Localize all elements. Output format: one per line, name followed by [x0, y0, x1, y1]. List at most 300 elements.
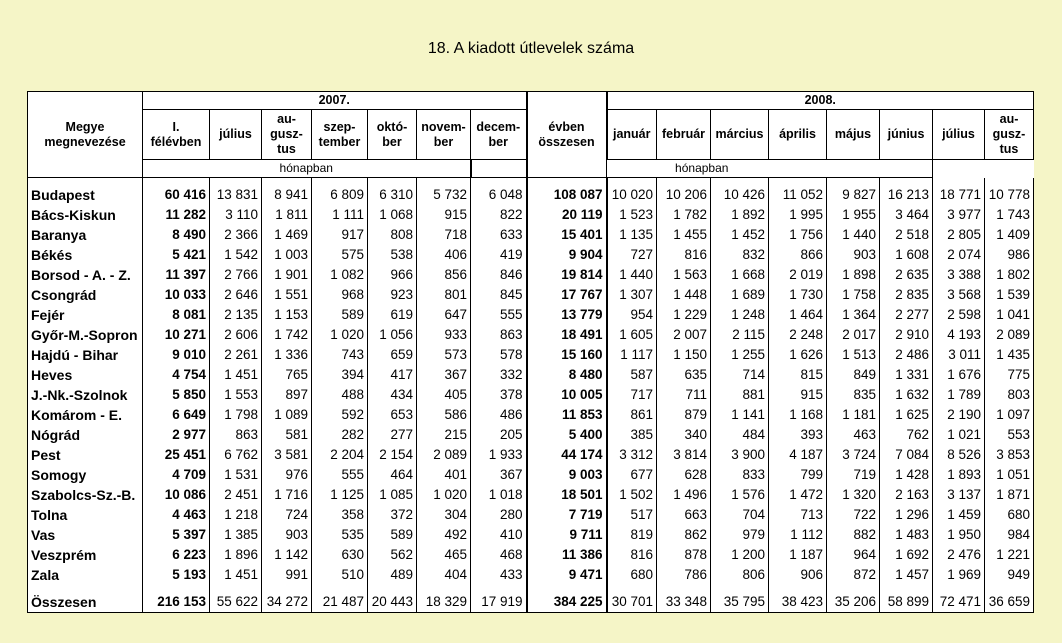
month-2008-value: 1 320: [827, 485, 880, 505]
month-2008-value: 1 455: [657, 225, 711, 245]
month-2008-value: 2 486: [880, 345, 933, 365]
month-2008-value: 1 472: [769, 485, 827, 505]
month-2008-value: 4 187: [769, 445, 827, 465]
month-2008-value: 979: [711, 525, 769, 545]
month-2007-value: 304: [417, 505, 471, 525]
month-2008-value: 1 802: [985, 265, 1034, 285]
month-2008-value: 1 969: [933, 565, 985, 585]
month-2008-value: 719: [827, 465, 880, 485]
table-row: [28, 465, 1034, 485]
month-2007-value: 282: [312, 425, 368, 445]
month-2007-value: 367: [417, 365, 471, 385]
first-half-value: 5 421: [143, 245, 210, 265]
header-year-2007: 2007.: [143, 92, 527, 110]
month-2007-value: 1 896: [210, 545, 262, 565]
month-2007-value: 434: [368, 385, 417, 405]
county-name: Baranya: [28, 225, 143, 245]
month-2008-value: 1 689: [711, 285, 769, 305]
month-2008-value: 1 331: [880, 365, 933, 385]
table-row: [28, 545, 1034, 565]
month-2007-value: 653: [368, 405, 417, 425]
first-half-value: 10 086: [143, 485, 210, 505]
month-2007-value: 410: [471, 525, 527, 545]
month-2007-value: 2 204: [312, 445, 368, 465]
county-name: Komárom - E.: [28, 405, 143, 425]
year-total-value: 11 853: [527, 405, 607, 425]
header-month-2008: február: [657, 110, 711, 160]
month-2007-value: 6 762: [210, 445, 262, 465]
year-total-value: 15 160: [527, 345, 607, 365]
header-month-2008: au- gusz- tus: [985, 110, 1034, 160]
county-name: Nógrád: [28, 425, 143, 445]
year-total-value: 7 719: [527, 505, 607, 525]
first-half-value: 10 271: [143, 325, 210, 345]
header-evben: évben összesen: [527, 92, 607, 178]
month-2008-value: 10 206: [657, 185, 711, 205]
month-2008-value: 1 523: [607, 205, 657, 225]
month-2008-value: 1 464: [769, 305, 827, 325]
month-2007-value: 20 443: [368, 592, 417, 613]
month-2008-value: 587: [607, 365, 657, 385]
table-row: [28, 345, 1034, 365]
month-2008-value: 16 213: [880, 185, 933, 205]
table-row: [28, 205, 1034, 225]
header-month-2007: szep- tember: [312, 110, 368, 160]
month-2008-value: 72 471: [933, 592, 985, 613]
month-2007-value: 647: [417, 305, 471, 325]
month-2007-value: 215: [417, 425, 471, 445]
month-2007-value: 801: [417, 285, 471, 305]
header-month-2008: március: [711, 110, 769, 160]
month-2007-value: 846: [471, 265, 527, 285]
year-total-value: 9 003: [527, 465, 607, 485]
month-2007-value: 55 622: [210, 592, 262, 613]
month-2008-value: 635: [657, 365, 711, 385]
first-half-value: 25 451: [143, 445, 210, 465]
month-2008-value: 3 137: [933, 485, 985, 505]
first-half-value: 216 153: [143, 592, 210, 613]
month-2007-value: 1 153: [262, 305, 312, 325]
month-2008-value: 1 440: [607, 265, 657, 285]
month-2008-value: 861: [607, 405, 657, 425]
month-2007-value: 277: [368, 425, 417, 445]
month-2008-value: 1 041: [985, 305, 1034, 325]
month-2007-value: 406: [417, 245, 471, 265]
month-2008-value: 1 513: [827, 345, 880, 365]
month-2008-value: 1 632: [880, 385, 933, 405]
month-2008-value: 1 995: [769, 205, 827, 225]
month-2007-value: 6 310: [368, 185, 417, 205]
month-2007-value: 575: [312, 245, 368, 265]
month-2007-value: 633: [471, 225, 527, 245]
month-2008-value: 3 814: [657, 445, 711, 465]
year-total-value: 18 491: [527, 325, 607, 345]
month-2007-value: 401: [417, 465, 471, 485]
month-2007-value: 578: [471, 345, 527, 365]
county-name: Zala: [28, 565, 143, 585]
month-2007-value: 464: [368, 465, 417, 485]
month-2007-value: 897: [262, 385, 312, 405]
table-row: [28, 265, 1034, 285]
year-total-value: 11 386: [527, 545, 607, 565]
month-2008-value: 35 795: [711, 592, 769, 613]
first-half-value: 5 850: [143, 385, 210, 405]
month-2008-value: 1 871: [985, 485, 1034, 505]
month-2007-value: 332: [471, 365, 527, 385]
month-2007-value: 2 451: [210, 485, 262, 505]
month-2008-value: 872: [827, 565, 880, 585]
month-2007-value: 486: [471, 405, 527, 425]
month-2007-value: 1 020: [312, 325, 368, 345]
month-2008-value: 1 539: [985, 285, 1034, 305]
table-row: [28, 225, 1034, 245]
month-2008-value: 3 977: [933, 205, 985, 225]
month-2008-value: 2 074: [933, 245, 985, 265]
month-2007-value: 372: [368, 505, 417, 525]
month-2008-value: 1 576: [711, 485, 769, 505]
header-honapban-2007: hónapban: [143, 160, 471, 178]
county-name: J.-Nk.-Szolnok: [28, 385, 143, 405]
county-name: Pest: [28, 445, 143, 465]
month-2008-value: 949: [985, 565, 1034, 585]
month-2008-value: 816: [657, 245, 711, 265]
month-2008-value: 58 899: [880, 592, 933, 613]
header-month-2007: július: [210, 110, 262, 160]
month-2008-value: 1 248: [711, 305, 769, 325]
month-2008-value: 1 692: [880, 545, 933, 565]
month-2008-value: 1 168: [769, 405, 827, 425]
month-2008-value: 833: [711, 465, 769, 485]
month-2008-value: 3 568: [933, 285, 985, 305]
month-2008-value: 8 526: [933, 445, 985, 465]
header-first-half: I. félévben: [143, 110, 210, 160]
month-2008-value: 4 193: [933, 325, 985, 345]
month-2007-value: 489: [368, 565, 417, 585]
month-2008-value: 1 892: [711, 205, 769, 225]
month-2008-value: 1 782: [657, 205, 711, 225]
month-2007-value: 358: [312, 505, 368, 525]
month-2008-value: 1 135: [607, 225, 657, 245]
county-name: Hajdú - Bihar: [28, 345, 143, 365]
month-2008-value: 819: [607, 525, 657, 545]
month-2007-value: 743: [312, 345, 368, 365]
table-row: [28, 425, 1034, 445]
month-2008-value: 680: [985, 505, 1034, 525]
year-total-value: 108 087: [527, 185, 607, 205]
month-2008-value: 835: [827, 385, 880, 405]
month-2007-value: 1 003: [262, 245, 312, 265]
month-2008-value: 1 668: [711, 265, 769, 285]
month-2008-value: 881: [711, 385, 769, 405]
month-2008-value: 1 758: [827, 285, 880, 305]
month-2007-value: 923: [368, 285, 417, 305]
month-2008-value: 2 190: [933, 405, 985, 425]
month-2007-value: 13 831: [210, 185, 262, 205]
month-2008-value: 1 730: [769, 285, 827, 305]
month-2008-value: 1 150: [657, 345, 711, 365]
month-2008-value: 915: [769, 385, 827, 405]
month-2007-value: 378: [471, 385, 527, 405]
first-half-value: 60 416: [143, 185, 210, 205]
table-row: [28, 445, 1034, 465]
month-2008-value: 2 910: [880, 325, 933, 345]
header-month-2007: novem- ber: [417, 110, 471, 160]
month-2008-value: 663: [657, 505, 711, 525]
month-2007-value: 1 901: [262, 265, 312, 285]
month-2008-value: 2 115: [711, 325, 769, 345]
month-2008-value: 1 097: [985, 405, 1034, 425]
month-2008-value: 1 452: [711, 225, 769, 245]
month-2008-value: 1 428: [880, 465, 933, 485]
month-2008-value: 10 426: [711, 185, 769, 205]
first-half-value: 4 463: [143, 505, 210, 525]
month-2008-value: 2 805: [933, 225, 985, 245]
month-2008-value: 1 502: [607, 485, 657, 505]
first-half-value: 11 282: [143, 205, 210, 225]
table-row: [28, 505, 1034, 525]
year-total-value: 13 779: [527, 305, 607, 325]
month-2007-value: 991: [262, 565, 312, 585]
county-name: Somogy: [28, 465, 143, 485]
month-2007-value: 589: [312, 305, 368, 325]
month-2007-value: 1 089: [262, 405, 312, 425]
month-2008-value: 786: [657, 565, 711, 585]
county-name: Tolna: [28, 505, 143, 525]
month-2007-value: 6 048: [471, 185, 527, 205]
month-2008-value: 1 483: [880, 525, 933, 545]
month-2007-value: 555: [471, 305, 527, 325]
month-2008-value: 713: [769, 505, 827, 525]
month-2008-value: 2 835: [880, 285, 933, 305]
county-name: Veszprém: [28, 545, 143, 565]
month-2007-value: 1 811: [262, 205, 312, 225]
month-2007-value: 1 385: [210, 525, 262, 545]
month-2008-value: 815: [769, 365, 827, 385]
month-2008-value: 1 625: [880, 405, 933, 425]
month-2007-value: 1 056: [368, 325, 417, 345]
table-row: [28, 485, 1034, 505]
month-2007-value: 1 551: [262, 285, 312, 305]
first-half-value: 10 033: [143, 285, 210, 305]
month-2008-value: 1 051: [985, 465, 1034, 485]
month-2007-value: 17 919: [471, 592, 527, 613]
month-2007-value: 1 125: [312, 485, 368, 505]
month-2007-value: 1 542: [210, 245, 262, 265]
month-2007-value: 367: [471, 465, 527, 485]
month-2008-value: 775: [985, 365, 1034, 385]
month-2008-value: 1 229: [657, 305, 711, 325]
month-2007-value: 468: [471, 545, 527, 565]
month-2007-value: 856: [417, 265, 471, 285]
month-2008-value: 2 635: [880, 265, 933, 285]
month-2007-value: 535: [312, 525, 368, 545]
month-2007-value: 765: [262, 365, 312, 385]
month-2007-value: 1 451: [210, 565, 262, 585]
year-total-value: 10 005: [527, 385, 607, 405]
month-2008-value: 30 701: [607, 592, 657, 613]
month-2008-value: 862: [657, 525, 711, 545]
month-2008-value: 954: [607, 305, 657, 325]
month-2007-value: 589: [368, 525, 417, 545]
month-2007-value: 573: [417, 345, 471, 365]
year-total-value: 17 767: [527, 285, 607, 305]
year-total-value: 19 814: [527, 265, 607, 285]
month-2007-value: 2 089: [417, 445, 471, 465]
month-2007-value: 976: [262, 465, 312, 485]
month-2008-value: 1 950: [933, 525, 985, 545]
month-2008-value: 463: [827, 425, 880, 445]
month-2008-value: 1 409: [985, 225, 1034, 245]
month-2008-value: 1 893: [933, 465, 985, 485]
month-2008-value: 727: [607, 245, 657, 265]
month-2008-value: 803: [985, 385, 1034, 405]
table-row: [28, 385, 1034, 405]
month-2007-value: 1 018: [471, 485, 527, 505]
month-2007-value: 2 646: [210, 285, 262, 305]
county-name: Csongrád: [28, 285, 143, 305]
month-2007-value: 562: [368, 545, 417, 565]
month-2008-value: 882: [827, 525, 880, 545]
month-2007-value: 2 766: [210, 265, 262, 285]
month-2008-value: 2 518: [880, 225, 933, 245]
month-2008-value: 2 007: [657, 325, 711, 345]
month-2008-value: 879: [657, 405, 711, 425]
month-2008-value: 1 187: [769, 545, 827, 565]
month-2008-value: 799: [769, 465, 827, 485]
month-2008-value: 3 312: [607, 445, 657, 465]
month-2008-value: 906: [769, 565, 827, 585]
month-2007-value: 538: [368, 245, 417, 265]
month-2008-value: 849: [827, 365, 880, 385]
month-2008-value: 2 019: [769, 265, 827, 285]
month-2008-value: 984: [985, 525, 1034, 545]
month-2007-value: 18 329: [417, 592, 471, 613]
header-month-2008: április: [769, 110, 827, 160]
month-2007-value: 630: [312, 545, 368, 565]
month-2007-value: 419: [471, 245, 527, 265]
month-2007-value: 205: [471, 425, 527, 445]
year-total-value: 44 174: [527, 445, 607, 465]
month-2007-value: 394: [312, 365, 368, 385]
month-2008-value: 7 084: [880, 445, 933, 465]
month-2008-value: 806: [711, 565, 769, 585]
table-row: [28, 305, 1034, 325]
month-2007-value: 280: [471, 505, 527, 525]
month-2008-value: 986: [985, 245, 1034, 265]
month-2008-value: 1 676: [933, 365, 985, 385]
month-2007-value: 2 366: [210, 225, 262, 245]
month-2008-value: 866: [769, 245, 827, 265]
month-2008-value: 3 724: [827, 445, 880, 465]
month-2008-value: 1 364: [827, 305, 880, 325]
month-2008-value: 9 827: [827, 185, 880, 205]
month-2007-value: 933: [417, 325, 471, 345]
month-2007-value: 2 606: [210, 325, 262, 345]
first-half-value: 2 977: [143, 425, 210, 445]
month-2008-value: 2 163: [880, 485, 933, 505]
month-2008-value: 10 020: [607, 185, 657, 205]
year-total-value: 8 480: [527, 365, 607, 385]
month-2008-value: 3 464: [880, 205, 933, 225]
month-2007-value: 586: [417, 405, 471, 425]
month-2008-value: 832: [711, 245, 769, 265]
month-2008-value: 964: [827, 545, 880, 565]
month-2007-value: 1 336: [262, 345, 312, 365]
month-2008-value: 704: [711, 505, 769, 525]
month-2007-value: 3 581: [262, 445, 312, 465]
table-row: [28, 185, 1034, 205]
month-2008-value: 677: [607, 465, 657, 485]
month-2007-value: 863: [210, 425, 262, 445]
header-month-2007: au- gusz- tus: [262, 110, 312, 160]
month-2008-value: 35 206: [827, 592, 880, 613]
year-total-value: 18 501: [527, 485, 607, 505]
month-2007-value: 619: [368, 305, 417, 325]
month-2008-value: 1 955: [827, 205, 880, 225]
county-name: Borsod - A. - Z.: [28, 265, 143, 285]
month-2007-value: 492: [417, 525, 471, 545]
month-2008-value: 1 459: [933, 505, 985, 525]
month-2008-value: 1 255: [711, 345, 769, 365]
month-2008-value: 816: [607, 545, 657, 565]
month-2008-value: 3 853: [985, 445, 1034, 465]
month-2007-value: 1 451: [210, 365, 262, 385]
header-month-2008: január: [607, 110, 657, 160]
month-2008-value: 1 605: [607, 325, 657, 345]
month-2007-value: 581: [262, 425, 312, 445]
header-month-2008: június: [880, 110, 933, 160]
month-2008-value: 1 448: [657, 285, 711, 305]
county-name: Összesen: [28, 592, 143, 613]
month-2008-value: 1 756: [769, 225, 827, 245]
month-2008-value: 1 221: [985, 545, 1034, 565]
year-total-value: 384 225: [527, 592, 607, 613]
table-row: [28, 325, 1034, 345]
month-2008-value: 1 608: [880, 245, 933, 265]
month-2008-value: 2 277: [880, 305, 933, 325]
county-name: Fejér: [28, 305, 143, 325]
month-2008-value: 1 021: [933, 425, 985, 445]
month-2007-value: 822: [471, 205, 527, 225]
month-2008-value: 1 457: [880, 565, 933, 585]
page-title: 18. A kiadott útlevelek száma: [427, 40, 635, 57]
month-2008-value: 11 052: [769, 185, 827, 205]
month-2007-value: 417: [368, 365, 417, 385]
month-2007-value: 2 261: [210, 345, 262, 365]
month-2007-value: 1 142: [262, 545, 312, 565]
month-2008-value: 903: [827, 245, 880, 265]
month-2008-value: 340: [657, 425, 711, 445]
first-half-value: 6 649: [143, 405, 210, 425]
month-2007-value: 659: [368, 345, 417, 365]
month-2008-value: 2 476: [933, 545, 985, 565]
month-2007-value: 903: [262, 525, 312, 545]
year-total-value: 9 471: [527, 565, 607, 585]
county-name: Szabolcs-Sz.-B.: [28, 485, 143, 505]
month-2008-value: 2 089: [985, 325, 1034, 345]
month-2007-value: 465: [417, 545, 471, 565]
month-2007-value: 21 487: [312, 592, 368, 613]
first-half-value: 9 010: [143, 345, 210, 365]
month-2007-value: 724: [262, 505, 312, 525]
month-2007-value: 1 742: [262, 325, 312, 345]
month-2008-value: 1 563: [657, 265, 711, 285]
month-2008-value: 3 011: [933, 345, 985, 365]
month-2007-value: 1 020: [417, 485, 471, 505]
month-2008-value: 2 017: [827, 325, 880, 345]
month-2007-value: 1 531: [210, 465, 262, 485]
table-row: [28, 365, 1034, 385]
